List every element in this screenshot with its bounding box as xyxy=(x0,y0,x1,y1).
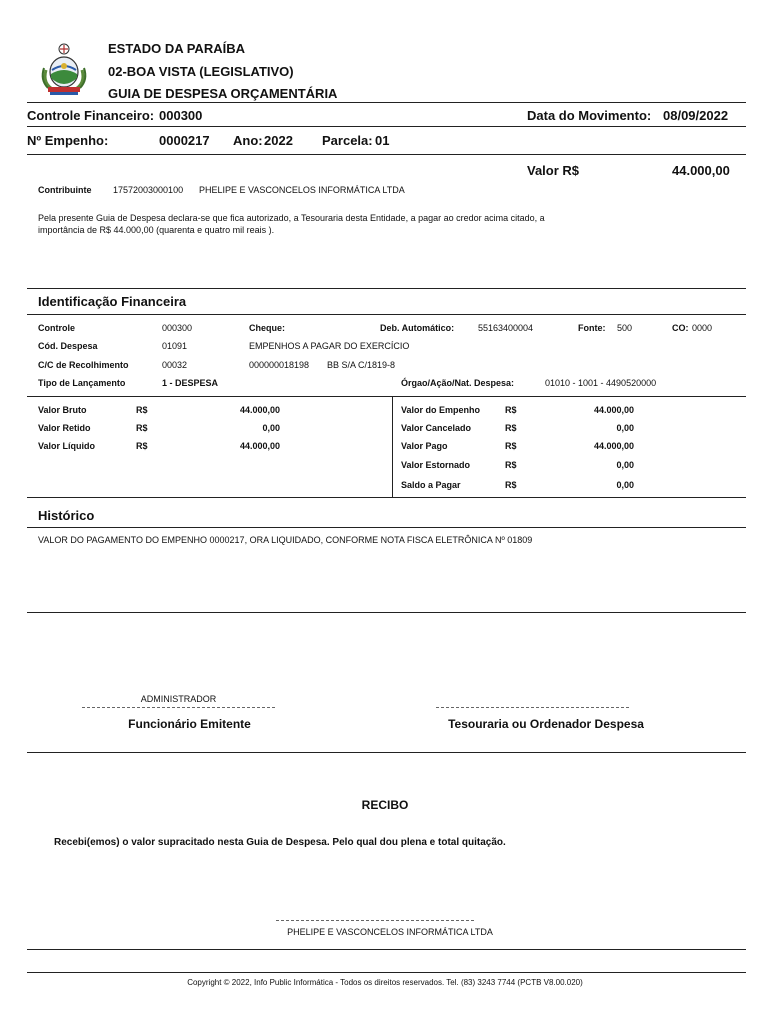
tesouraria-label: Tesouraria ou Ordenador Despesa xyxy=(448,717,644,731)
cc-label: C/C de Recolhimento xyxy=(38,360,129,370)
control-divider xyxy=(27,126,746,127)
document-title: GUIA DE DESPESA ORÇAMENTÁRIA xyxy=(108,86,338,101)
valor-amount: 44.000,00 xyxy=(672,163,730,178)
valor-empenho-label: Valor do Empenho xyxy=(401,405,481,415)
valor-empenho-currency: R$ xyxy=(505,405,517,415)
valor-cancelado-currency: R$ xyxy=(505,423,517,433)
footer-divider xyxy=(27,972,746,973)
control-value: 000300 xyxy=(159,108,203,123)
recibo-signer: PHELIPE E VASCONCELOS INFORMÁTICA LTDA xyxy=(287,927,493,937)
values-vertical-divider xyxy=(392,396,393,497)
declaration-line-2: importância de R$ 44.000,00 (quarenta e quatro mil reais ). xyxy=(38,225,275,235)
signature-line-left xyxy=(82,707,275,708)
cc-bank: BB S/A C/1819-8 xyxy=(327,360,396,370)
signature-line-right xyxy=(436,707,629,708)
signer-name-left: ADMINISTRADOR xyxy=(140,694,217,704)
values-top-divider xyxy=(27,396,746,397)
fonte-value: 500 xyxy=(617,323,633,333)
movement-date: 08/09/2022 xyxy=(663,108,729,123)
cheque-label: Cheque: xyxy=(249,323,285,333)
contribuinte-doc: 17572003000100 xyxy=(113,185,184,195)
year-label: Ano: xyxy=(233,133,263,148)
valor-bruto-amount: 44.000,00 xyxy=(239,405,280,415)
historico-title: Histórico xyxy=(38,508,95,523)
valor-retido-currency: R$ xyxy=(136,423,148,433)
valor-estornado-amount: 0,00 xyxy=(616,460,634,470)
valor-liquido-amount: 44.000,00 xyxy=(239,441,280,451)
control-label: Controle Financeiro: xyxy=(27,108,155,123)
state-coat-of-arms-icon xyxy=(36,40,92,96)
empenho-label: Nº Empenho: xyxy=(27,133,109,148)
year-value: 2022 xyxy=(264,133,293,148)
cc-value: 00032 xyxy=(162,360,188,370)
valor-retido-label: Valor Retido xyxy=(38,423,91,433)
saldo-pagar-currency: R$ xyxy=(505,480,517,490)
signatures-divider xyxy=(27,752,746,753)
recibo-title: RECIBO xyxy=(361,798,409,812)
valor-bruto-currency: R$ xyxy=(136,405,148,415)
recibo-text: Recebi(emos) o valor supracitado nesta Guia de Despesa. Pelo qual dou plena e total quitação. xyxy=(54,837,506,848)
saldo-pagar-label: Saldo a Pagar xyxy=(401,480,461,490)
empenho-divider xyxy=(27,154,746,155)
co-value: 0000 xyxy=(692,323,713,333)
valor-estornado-currency: R$ xyxy=(505,460,517,470)
historico-bottom-divider xyxy=(27,612,746,613)
entity-name: 02-BOA VISTA (LEGISLATIVO) xyxy=(108,64,294,79)
valor-liquido-currency: R$ xyxy=(136,441,148,451)
saldo-pagar-amount: 0,00 xyxy=(616,480,634,490)
orgao-label: Órgao/Ação/Nat. Despesa: xyxy=(401,378,515,388)
recibo-bottom-divider xyxy=(27,949,746,950)
valor-liquido-label: Valor Líquido xyxy=(38,441,96,451)
declaration-line-1: Pela presente Guia de Despesa declara-se que fica autorizado, a Tesouraria desta Entidade, a pagar ao credor acima citado, a xyxy=(38,213,545,223)
cod-despesa-desc: EMPENHOS A PAGAR DO EXERCÍCIO xyxy=(249,341,410,351)
valor-empenho-amount: 44.000,00 xyxy=(593,405,634,415)
valor-pago-currency: R$ xyxy=(505,441,517,451)
copyright-text: Copyright © 2022, Info Public Informática - Todos os direitos reservados. Tel. (83) 3243 7744 (PCTB V8.00.020) xyxy=(187,978,583,987)
state-name: ESTADO DA PARAÍBA xyxy=(108,41,245,56)
valor-retido-amount: 0,00 xyxy=(262,423,280,433)
historico-text: VALOR DO PAGAMENTO DO EMPENHO 0000217, ORA LIQUIDADO, CONFORME NOTA FISCA ELETRÔNICA Nº 01809 xyxy=(38,535,533,545)
valor-pago-amount: 44.000,00 xyxy=(593,441,634,451)
parcela-value: 01 xyxy=(375,133,390,148)
deb-label: Deb. Automático: xyxy=(380,323,455,333)
orgao-value: 01010 - 1001 - 4490520000 xyxy=(545,378,657,388)
valor-estornado-label: Valor Estornado xyxy=(401,460,471,470)
header-divider xyxy=(27,102,746,103)
contribuinte-name: PHELIPE E VASCONCELOS INFORMÁTICA LTDA xyxy=(199,185,405,195)
tipo-value: 1 - DESPESA xyxy=(162,378,219,388)
co-label: CO: xyxy=(672,323,689,333)
deb-value: 55163400004 xyxy=(478,323,534,333)
ident-top-divider xyxy=(27,288,746,289)
historico-divider xyxy=(27,527,746,528)
ident-title: Identificação Financeira xyxy=(38,294,187,309)
empenho-number: 0000217 xyxy=(159,133,210,148)
cc-account: 000000018198 xyxy=(249,360,310,370)
fonte-label: Fonte: xyxy=(578,323,606,333)
valor-pago-label: Valor Pago xyxy=(401,441,448,451)
cod-despesa-value: 01091 xyxy=(162,341,188,351)
recibo-signature-line xyxy=(276,920,474,921)
parcela-label: Parcela: xyxy=(322,133,373,148)
values-bottom-divider xyxy=(27,497,746,498)
movement-date-label: Data do Movimento: xyxy=(527,108,652,123)
funcionario-emitente-label: Funcionário Emitente xyxy=(128,717,251,731)
valor-cancelado-label: Valor Cancelado xyxy=(401,423,472,433)
valor-label: Valor R$ xyxy=(527,163,580,178)
ident-title-divider xyxy=(27,314,746,315)
valor-cancelado-amount: 0,00 xyxy=(616,423,634,433)
contribuinte-label: Contribuinte xyxy=(38,185,92,195)
tipo-label: Tipo de Lançamento xyxy=(38,378,126,388)
valor-bruto-label: Valor Bruto xyxy=(38,405,87,415)
controle-value: 000300 xyxy=(162,323,193,333)
cod-despesa-label: Cód. Despesa xyxy=(38,341,98,351)
controle-label: Controle xyxy=(38,323,75,333)
